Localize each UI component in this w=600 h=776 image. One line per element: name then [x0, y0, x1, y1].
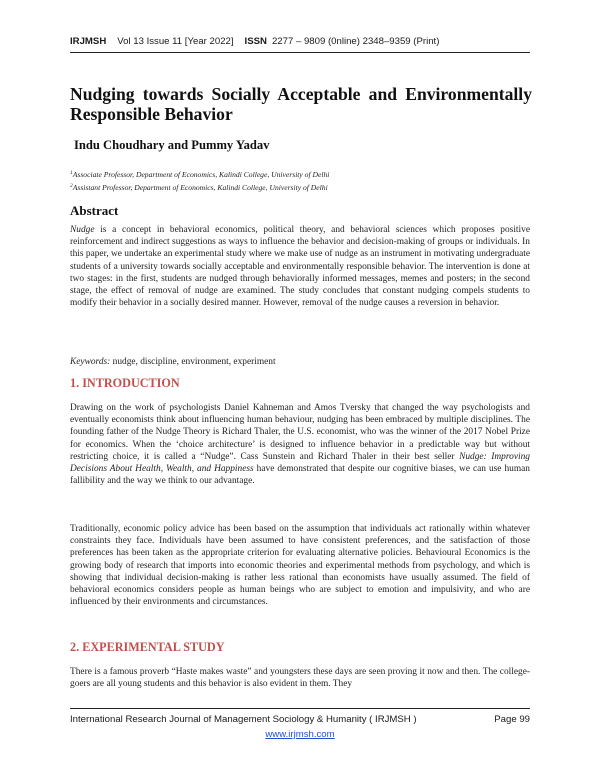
header-rule [70, 52, 530, 53]
affiliations [70, 168, 540, 193]
page-number: Page 99 [494, 714, 530, 725]
footer-rule [70, 708, 530, 709]
book-title: Nudge: Improving Decisions About Health, Wealth, and Happiness [70, 451, 530, 475]
intro-paragraph-1: Drawing on the work of psychologists Daniel Kahneman and Amos Tversky that changed the way psychologists and eventually economists think about influencing human behaviour, nudging has been embraced by multiple disciplines. The founding father of the Nudge Theory is Richard Thaler, the U.S. economist, who was the winner of the 2017 Nobel Prize for economics. When the ‘choice architecture’ is designed to influence behavior in a predictable way but without restricting choice, it is called a “Nudge”. Cass Sunstein and Richard Thaler in their best seller Nudge: Improving Decisions About Health, Wealth, and Happiness have demonstrated that despite our cognitive biases, we can use human fallibility and the way we think to our advantage. [70, 403, 530, 487]
journal-abbrev: IRJMSH [70, 36, 107, 47]
section-heading-introduction: 1. INTRODUCTION [70, 376, 180, 390]
affiliation-2: $^2$Assistant Professor, Department of Economics, Kalindi College, University of Delhi [70, 182, 328, 192]
experimental-paragraph-1: There is a famous proverb “Haste makes waste” and youngsters these days are seen proving it now and then. The college-goers are all young students and this behavior is also evident in them. They [70, 667, 530, 690]
abstract-heading: Abstract [70, 203, 119, 218]
volume-issue: Vol 13 Issue 11 [Year 2022] [117, 36, 234, 47]
running-header [70, 36, 540, 47]
affiliation-1: $^1$Associate Professor, Department of Economics, Kalindi College, University of Delhi [70, 170, 330, 179]
footer-journal-name: International Research Journal of Management Sociology & Humanity ( IRJMSH ) [70, 714, 417, 725]
issn-label: ISSN [244, 36, 267, 47]
abstract-body: Nudge is a concept in behavioral economics, political theory, and behavioral sciences which proposes positive reinforcement and indirect suggestions as ways to influence the behavior and decision-making of groups or individuals. In this paper, we undertake an experimental study where we make use of nudge as an instrument in motivating undergraduate students of a university towards socially acceptable and environmentally responsible behavior. The intervention is done at two stages: in the first, students are nudged through behaviorally informed messages, memes and posters; in the second stage, the effect of removal of nudge are examined. The study concludes that constant nudging compels students to modify their behavior in a socially desired manner. However, removal of the nudge causes a reversion in behavior. [70, 225, 530, 309]
running-footer [70, 714, 530, 725]
section-heading-experimental-study: 2. EXPERIMENTAL STUDY [70, 640, 225, 654]
keywords-label: Keywords: [70, 357, 111, 367]
intro-paragraph-2: Traditionally, economic policy advice has been based on the assumption that individuals act rationally within whatever constraints they face. Individuals have been assumed to have consistent preferences, and the satisfaction of those preferences has been taken as the appropriate criterion for evaluating alternative policies. Behavioural Economics is the growing body of research that imports into economic theories and experimental methods from psychology, and which is showing that individual decision-making is rather less rational than economists have usually assumed. The field of behavioral economics considers people as human beings who are subject to emotion and impulsivity, and who are influenced by their environments and circumstances. [70, 524, 530, 608]
author-list: Indu Choudhary and Pummy Yadav [74, 138, 270, 152]
journal-website-link[interactable]: www.irjmsh.com [265, 729, 335, 740]
abstract-lead-term: Nudge [70, 225, 95, 235]
keywords-list: nudge, discipline, environment, experiment [110, 357, 276, 367]
keywords [70, 356, 530, 368]
issn-value: 2277 – 9809 (0nline) 2348–9359 (Print) [271, 36, 440, 47]
paper-title: Nudging towards Socially Acceptable and Environmentally Responsible Behavior [70, 84, 532, 124]
